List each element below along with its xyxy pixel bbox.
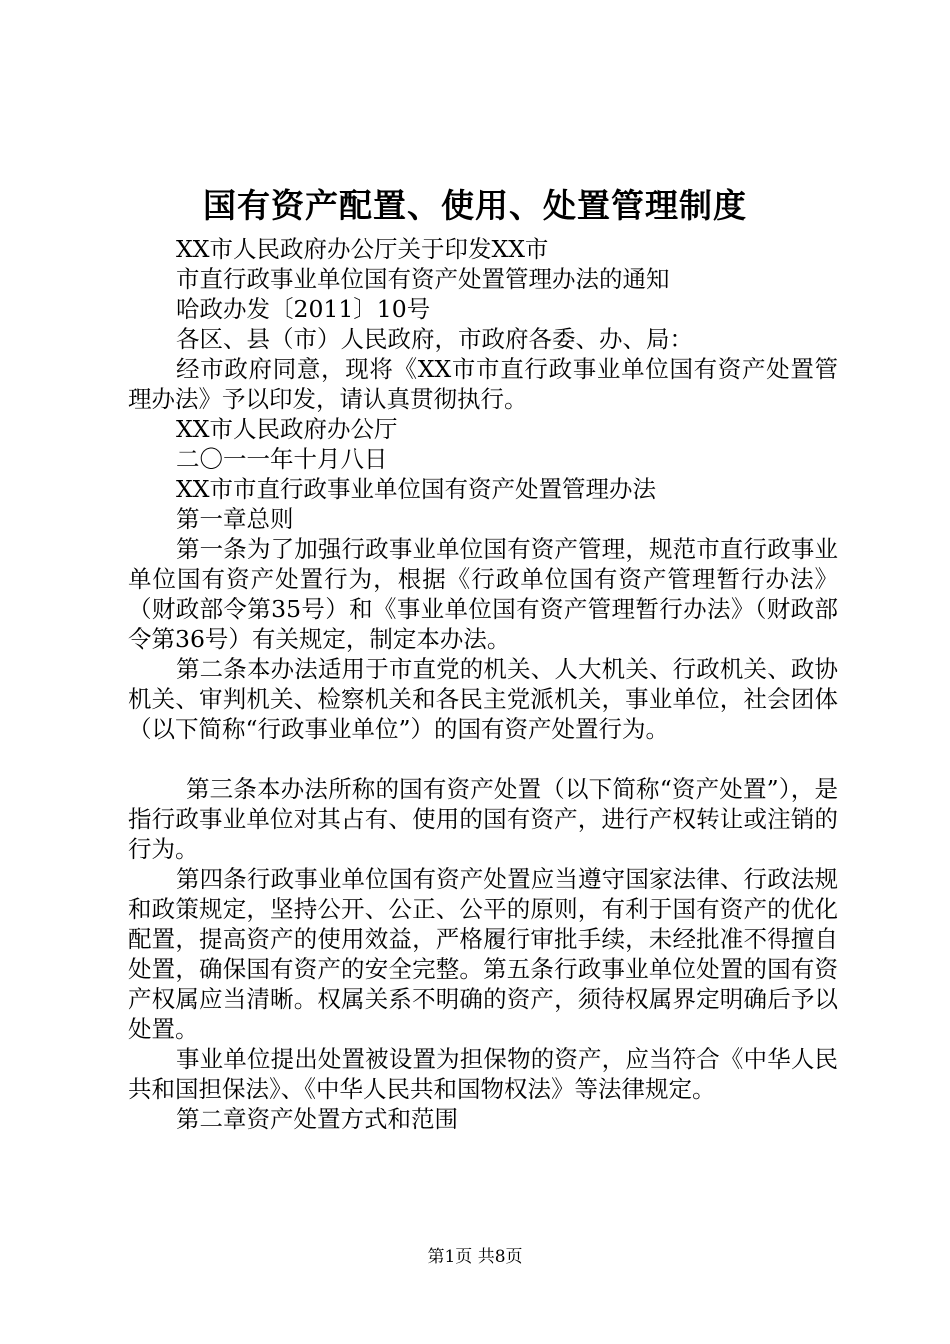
paragraph: 事业单位提出处置被设置为担保物的资产，应当符合《中华人民共和国担保法》、《中华人民共和国物权法》等法律规定。 — [128, 1045, 838, 1103]
paragraph: 第三条本办法所称的国有资产处置（以下简称“资产处置”），是指行政事业单位对其占有、使用的国有资产，进行产权转让或注销的行为。 — [128, 775, 838, 863]
paragraph: 市直行政事业单位国有资产处置管理办法的通知 — [176, 265, 670, 293]
chapter-heading: 第一章总则 — [176, 505, 294, 533]
paragraph: 第一条为了加强行政事业单位国有资产管理，规范市直行政事业单位国有资产处置行为，根据《行政单位国有资产管理暂行办法》（财政部令第35号）和《事业单位国有资产管理暂行办法》（财政部令第36号）有关规定，制定本办法。 — [128, 535, 838, 653]
page-footer: 第1页 共8页 — [427, 1247, 523, 1267]
paragraph: 第二条本办法适用于市直党的机关、人大机关、行政机关、政协机关、审判机关、检察机关和各民主党派机关，事业单位，社会团体（以下简称“行政事业单位”）的国有资产处置行为。 — [128, 655, 838, 743]
paragraph: XX市市直行政事业单位国有资产处置管理办法 — [176, 475, 656, 503]
paragraph: XX市人民政府办公厅关于印发XX市 — [176, 235, 549, 263]
document-body — [128, 234, 838, 1134]
document-title: 国有资产配置、使用、处置管理制度 — [203, 186, 747, 225]
paragraph: 各区、县（市）人民政府，市政府各委、办、局： — [176, 325, 693, 353]
paragraph: 二〇一一年十月八日 — [176, 445, 388, 473]
paragraph: 经市政府同意，现将《XX市市直行政事业单位国有资产处置管理办法》予以印发，请认真贯彻执行。 — [128, 355, 838, 413]
chapter-heading: 第二章资产处置方式和范围 — [176, 1105, 458, 1133]
paragraph: XX市人民政府办公厅 — [176, 415, 398, 443]
paragraph: 第四条行政事业单位国有资产处置应当遵守国家法律、行政法规和政策规定，坚持公开、公正、公平的原则，有利于国有资产的优化配置，提高资产的使用效益，严格履行审批手续，未经批准不得擅自处置，确保国有资产的安全完整。第五条行政事业单位处置的国有资产权属应当清晰。权属关系不明确的资产，须待权属界定明确后予以处置。 — [128, 865, 838, 1043]
paragraph: 哈政办发〔2011〕10号 — [176, 295, 431, 323]
